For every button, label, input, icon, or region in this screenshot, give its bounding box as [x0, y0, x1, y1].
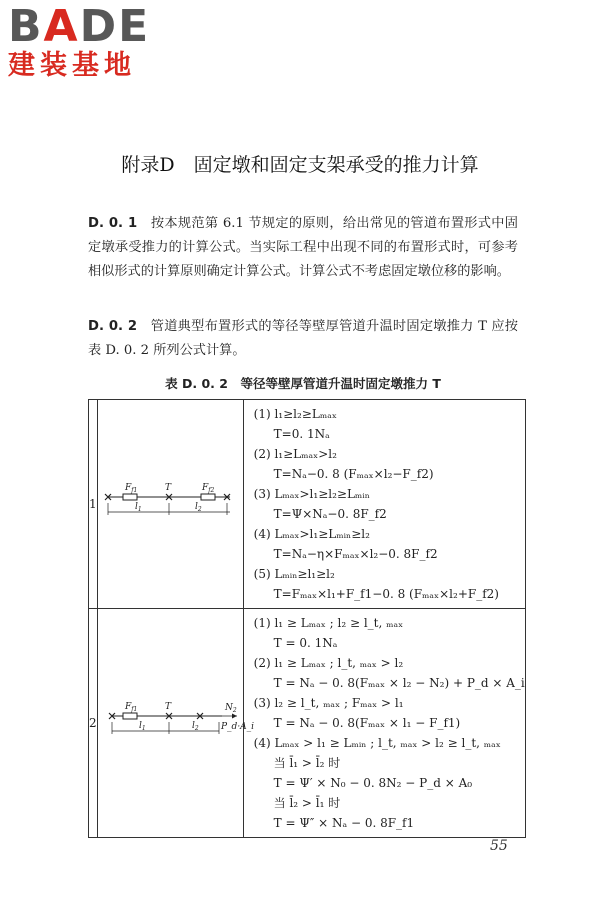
- formula-condition: (4) Lₘₐₓ>l₁≥Lₘᵢₙ≥l₂: [253, 527, 370, 541]
- table-row: [89, 609, 526, 838]
- logo-wordmark: BADE: [8, 1, 151, 52]
- compensator-box: [123, 713, 137, 719]
- length-label-1: $l_1$: [134, 501, 142, 513]
- friction-label-1: $F_{f1}$: [124, 482, 137, 494]
- formula-condition: (2) l₁ ≥ Lₘₐₓ ; l_t, ₘₐₓ > l₂: [253, 656, 404, 670]
- thrust-formula-table: [88, 399, 526, 838]
- length-label-2: $l_2$: [194, 501, 202, 513]
- formula-condition: (1) l₁≥l₂≥Lₘₐₓ: [253, 407, 337, 421]
- table-row: [89, 400, 526, 609]
- length-label-1: $l_1$: [138, 720, 146, 732]
- table-caption: 表 D. 0. 2 等径等壁厚管道升温时固定墩推力 T: [165, 376, 441, 391]
- formula-condition: 当 l̄₂ > l̄₁ 时: [273, 796, 341, 810]
- formula-line: T = Ψ′ × N₀ − 0. 8N₂ − P_d × A₀: [273, 776, 473, 790]
- logo-subtitle: 建装基地: [8, 50, 136, 81]
- friction-label-1: $F_{f1}$: [124, 701, 137, 713]
- formula-line: T = Nₐ − 0. 8(Fₘₐₓ × l₁ − F_f1): [273, 716, 461, 730]
- formula-condition: (3) l₂ ≥ l_t, ₘₐₓ ; Fₘₐₓ > l₁: [253, 696, 404, 710]
- appendix-title: 附录D 固定墩和固定支架承受的推力计算: [121, 154, 479, 176]
- formula-line: T=Nₐ−η×Fₘₐₓ×l₂−0. 8F_f2: [273, 547, 438, 561]
- paragraph-text: 管道典型布置形式的等径等壁厚管道升温时固定墩推力 T 应按表 D. 0. 2 所列公式计算。: [88, 319, 518, 358]
- length-label-2: $l_2$: [191, 720, 199, 732]
- formula-line: T=0. 1Nₐ: [273, 427, 330, 441]
- row-number: 2: [89, 609, 98, 838]
- paragraph-text: 按本规范第 6.1 节规定的原则，给出常见的管道布置形式中固定墩承受推力的计算公式。当实际工程中出现不同的布置形式时，可参考相似形式的计算原则确定计算公式。计算公式不考虑固定墩位移的影响。: [88, 216, 518, 279]
- formula-line: T=Nₐ−0. 8 (Fₘₐₓ×l₂−F_f2): [273, 467, 434, 481]
- formula-line: T = Nₐ − 0. 8(Fₘₐₓ × l₂ − N₂) + P_d × A_i: [273, 676, 525, 690]
- bade-logo: [8, 2, 178, 82]
- formula-cell: [243, 400, 525, 609]
- pipe-layout-diagram: [98, 473, 243, 533]
- formula-line: T=Ψ×Nₐ−0. 8F_f2: [273, 507, 387, 521]
- axial-force-label: $N_2$: [224, 702, 237, 714]
- clause-label: D. 0. 2: [88, 319, 138, 334]
- layout-diagram-cell: [97, 400, 243, 609]
- thrust-label: T: [164, 701, 171, 712]
- formula-line: T = Ψ″ × Nₐ − 0. 8F_f1: [273, 816, 415, 830]
- formula-condition: (4) Lₘₐₓ > l₁ ≥ Lₘᵢₙ ; l_t, ₘₐₓ > l₂ ≥ l_t, ₘₐₓ: [253, 736, 501, 750]
- row-number: 1: [89, 400, 98, 609]
- page-number: 55: [490, 838, 508, 854]
- paragraph-d02: [88, 315, 518, 363]
- formula-cell: [243, 609, 525, 838]
- formula-line: T = 0. 1Nₐ: [273, 636, 338, 650]
- pipe-layout-diagram: [98, 692, 254, 752]
- formula-condition: (2) l₁≥Lₘₐₓ>l₂: [253, 447, 337, 461]
- compensator-1-box: [123, 494, 137, 500]
- formula-condition: (5) Lₘᵢₙ≥l₁≥l₂: [253, 567, 335, 581]
- formula-condition: 当 l̄₁ > l̄₂ 时: [273, 756, 341, 770]
- formula-condition: (3) Lₘₐₓ>l₁≥l₂≥Lₘᵢₙ: [253, 487, 370, 501]
- compensator-2-box: [201, 494, 215, 500]
- thrust-label: T: [164, 482, 171, 493]
- clause-label: D. 0. 1: [88, 216, 138, 231]
- paragraph-d01: [88, 212, 518, 284]
- friction-label-2: $F_{f2}$: [201, 482, 214, 494]
- formula-condition: (1) l₁ ≥ Lₘₐₓ ; l₂ ≥ l_t, ₘₐₓ: [253, 616, 404, 630]
- pressure-area-label: P_d·A_i: [220, 721, 254, 732]
- formula-line: T=Fₘₐₓ×l₁+F_f1−0. 8 (Fₘₐₓ×l₂+F_f2): [273, 587, 499, 601]
- layout-diagram-cell: [97, 609, 254, 838]
